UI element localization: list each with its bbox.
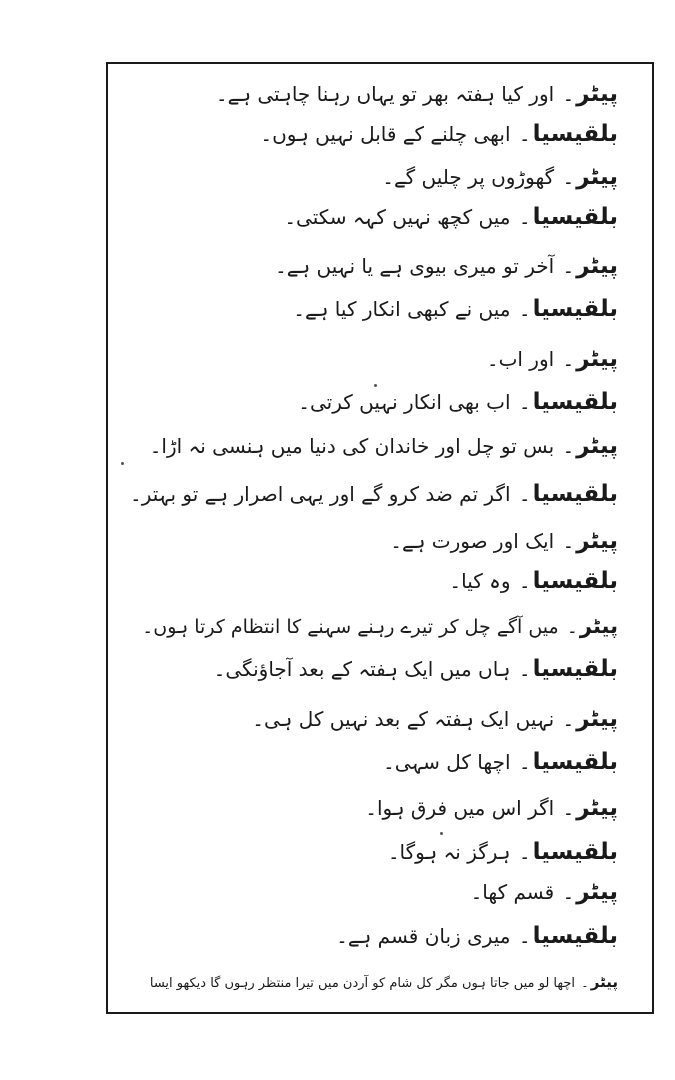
speaker-separator: ۔ <box>512 657 531 681</box>
speaker-name: پیٹر <box>576 164 618 190</box>
dialogue-line <box>214 655 618 683</box>
speaker-separator: ۔ <box>512 840 531 864</box>
line-text: ابھی چلنے کے قابل نہیں ہوں۔ <box>260 122 511 146</box>
speaker-separator: ۔ <box>556 707 575 731</box>
speaker-name: بلقیسیا <box>532 749 618 775</box>
line-text: اب بھی انکار نہیں کرتی۔ <box>298 390 511 414</box>
dialogue-line <box>388 838 618 866</box>
dialogue-line <box>284 203 618 231</box>
line-text: ایک اور صورت ہے۔ <box>390 529 555 553</box>
speaker-separator: ۔ <box>512 122 531 146</box>
dialogue-line <box>293 295 618 323</box>
dialogue-line <box>336 922 618 950</box>
speaker-name: بلقیسیا <box>532 839 618 865</box>
line-text: میں نے کبھی انکار کیا ہے۔ <box>293 297 511 321</box>
speaker-separator: ۔ <box>556 796 575 820</box>
line-text: اگر اس میں فرق ہوا۔ <box>365 796 555 820</box>
line-text: گھوڑوں پر چلیں گے۔ <box>382 165 555 189</box>
speaker-separator: ۔ <box>512 390 531 414</box>
line-text: قسم کھا۔ <box>470 880 555 904</box>
line-text: ہاں میں ایک ہفتہ کے بعد آجاؤنگی۔ <box>213 657 511 681</box>
speaker-separator: ۔ <box>512 750 531 774</box>
dialogue-line <box>382 163 618 191</box>
speaker-name: پیٹر <box>579 614 618 638</box>
dialogue-line <box>216 80 618 108</box>
speaker-name: پیٹر <box>576 253 618 279</box>
speaker-name: بلقیسیا <box>532 296 618 322</box>
line-text: میں کچھ نہیں کہہ سکتی۔ <box>284 205 511 229</box>
line-text: میری زبان قسم ہے۔ <box>336 924 511 948</box>
scan-speck <box>440 832 443 835</box>
line-text: میں آگے چل کر تیرے رہنے سہنے کا انتظام کرتا ہوں۔ <box>142 616 559 638</box>
speaker-name: پیٹر <box>576 528 618 554</box>
speaker-separator: ۔ <box>512 569 531 593</box>
scan-speck <box>121 462 124 465</box>
dialogue-line <box>130 480 618 508</box>
speaker-name: بلقیسیا <box>532 481 618 507</box>
line-text: نہیں ایک ہفتہ کے بعد نہیں کل ہی۔ <box>252 707 555 731</box>
speaker-name: پیٹر <box>576 706 618 732</box>
line-text: اگر تم ضد کرو گے اور یہی اصرار ہے تو بہتر۔ <box>129 482 511 506</box>
speaker-name: بلقیسیا <box>532 568 618 594</box>
line-text: بس تو چل اور خاندان کی دنیا میں ہنسی نہ اڑا۔ <box>149 434 555 458</box>
line-text: اچھا لو میں جاتا ہوں مگر کل شام کو آردن میں تیرا منتظر رہوں گا دیکھو ایسا <box>149 976 576 991</box>
speaker-name: پیٹر <box>576 795 618 821</box>
line-text: اور اب۔ <box>486 347 555 371</box>
line-text: آخر تو میری بیوی ہے یا نہیں ہے۔ <box>275 254 555 278</box>
speaker-name: پیٹر <box>590 973 618 991</box>
dialogue-line <box>150 968 618 998</box>
speaker-separator: ۔ <box>556 529 575 553</box>
line-text: اچھا کل سہی۔ <box>383 750 511 774</box>
speaker-separator: ۔ <box>512 924 531 948</box>
speaker-separator: ۔ <box>556 880 575 904</box>
scan-speck <box>374 384 377 387</box>
dialogue-line <box>142 612 618 641</box>
dialogue-line <box>298 388 618 416</box>
dialogue-line <box>390 527 618 555</box>
speaker-separator: ۔ <box>556 165 575 189</box>
speaker-name: پیٹر <box>576 346 618 372</box>
speaker-separator: ۔ <box>512 205 531 229</box>
speaker-name: بلقیسیا <box>532 923 618 949</box>
dialogue-line <box>365 794 618 822</box>
speaker-name: پیٹر <box>576 879 618 905</box>
speaker-separator: ۔ <box>556 254 575 278</box>
speaker-separator: ۔ <box>556 347 575 371</box>
speaker-separator: ۔ <box>512 482 531 506</box>
speaker-name: پیٹر <box>576 81 618 107</box>
dialogue-line <box>487 345 618 373</box>
dialogue-line <box>383 748 618 776</box>
line-text: ہرگز نہ ہوگا۔ <box>387 840 511 864</box>
speaker-separator: ۔ <box>556 82 575 106</box>
speaker-name: پیٹر <box>576 433 618 459</box>
line-text: اور کیا ہفتہ بھر تو یہاں رہنا چاہتی ہے۔ <box>215 82 555 106</box>
dialogue-line <box>252 705 618 733</box>
dialogue-line <box>471 878 618 906</box>
dialogue-line <box>275 252 618 280</box>
speaker-name: بلقیسیا <box>532 121 618 147</box>
speaker-name: بلقیسیا <box>532 389 618 415</box>
dialogue-line <box>150 432 618 460</box>
speaker-separator: ۔ <box>577 976 589 991</box>
dialogue-line <box>260 120 618 148</box>
speaker-name: بلقیسیا <box>532 656 618 682</box>
speaker-separator: ۔ <box>512 297 531 321</box>
speaker-separator: ۔ <box>560 616 578 638</box>
dialogue-line <box>449 567 618 595</box>
line-text: وہ کیا۔ <box>449 569 511 593</box>
speaker-name: بلقیسیا <box>532 204 618 230</box>
speaker-separator: ۔ <box>556 434 575 458</box>
